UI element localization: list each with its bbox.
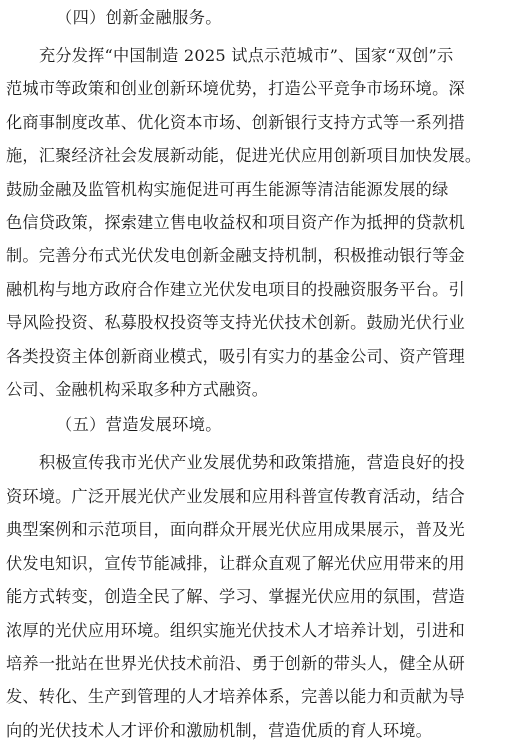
paragraph-line: 能方式转变，创造全民了解、学习、掌握光伏应用的氛围，营造 [6, 587, 465, 607]
paragraph-line: 导风险投资、私募股权投资等支持光伏技术创新。鼓励光伏行业 [6, 313, 465, 333]
paragraph-line: 典型案例和示范项目，面向群众开展光伏应用成果展示，普及光 [6, 520, 465, 540]
paragraph-line: 制。完善分布式光伏发电创新金融支持机制，积极推动银行等金 [6, 246, 465, 266]
paragraph-line: 浓厚的光伏应用环境。组织实施光伏技术人才培养计划，引进和 [6, 620, 465, 640]
paragraph-line: 融机构与地方政府合作建立光伏发电项目的投融资服务平台。引 [6, 279, 465, 299]
paragraph-line: 伏发电知识，宣传节能减排，让群众直观了解光伏应用带来的用 [6, 553, 465, 573]
section-5-paragraph [6, 446, 509, 747]
paragraph-line: 资环境。广泛开展光伏产业发展和应用科普宣传教育活动，结合 [6, 486, 465, 506]
paragraph-line: 各类投资主体创新商业模式，吸引有实力的基金公司、资产管理 [6, 346, 465, 366]
section-4-paragraph [6, 39, 509, 406]
paragraph-line: 积极宣传我市光伏产业发展优势和政策措施，营造良好的投 [39, 453, 466, 473]
section-heading-5: （五）营造发展环境。 [56, 415, 222, 435]
paragraph-line: 施，汇聚经济社会发展新动能，促进光伏应用创新项目加快发展。 [6, 146, 482, 166]
paragraph-line: 充分发挥“中国制造 2025 试点示范城市”、国家“双创”示 [39, 46, 454, 65]
paragraph-line: 范城市等政策和创业创新环境优势，打造公平竞争市场环境。深 [6, 79, 465, 99]
paragraph-line: 化商事制度改革、优化资本市场、创新银行支持方式等一系列措 [6, 112, 465, 132]
paragraph-line: 色信贷政策，探索建立售电收益权和项目资产作为抵押的贷款机 [6, 213, 465, 233]
paragraph-line: 鼓励金融及监管机构实施促进可再生能源等清洁能源发展的绿 [6, 179, 449, 199]
section-heading-4: （四）创新金融服务。 [56, 8, 222, 27]
paragraph-line: 向的光伏技术人才评价和激励机制，营造优质的育人环境。 [6, 720, 433, 740]
paragraph-line: 公司、金融机构采取多种方式融资。 [6, 380, 269, 400]
paragraph-line: 发、转化、生产到管理的人才培养体系，完善以能力和贡献为导 [6, 687, 465, 707]
paragraph-line: 培养一批站在世界光伏技术前沿、勇于创新的带头人，健全从研 [6, 653, 465, 673]
